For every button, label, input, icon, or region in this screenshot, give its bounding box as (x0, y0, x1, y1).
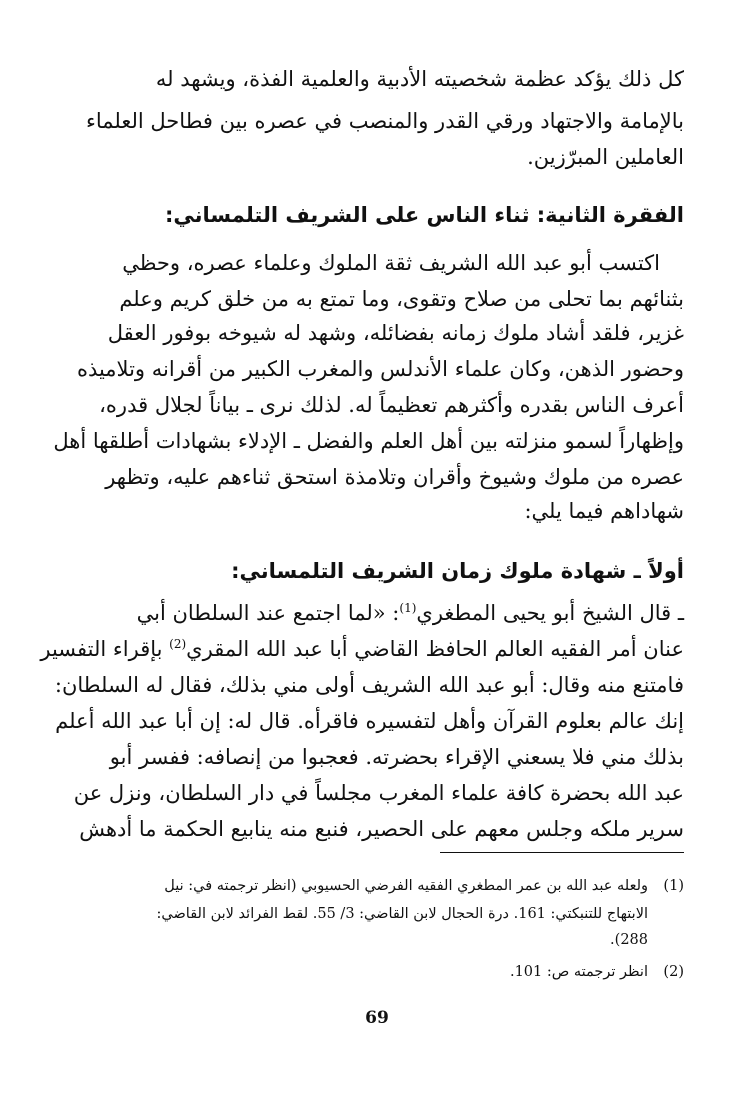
paragraph-line: إنك عالم بعلوم القرآن وأهل لتفسيره فاقرأه. قال له: إن أبا عبد الله أعلم (55, 709, 684, 733)
footnote-2 (72, 960, 684, 984)
paragraph-line: بثنائهم بما تحلى من صلاح وتقوى، وما تمتع به من خلق كريم وعلم (119, 287, 684, 311)
paragraph-line: العاملين المبرّزين. (527, 145, 684, 169)
paragraph-line: بذلك مني فلا يسعني الإقراء بحضرته. فعجبوا من إنصافه: ففسر أبو (109, 745, 684, 769)
quote-text: ـ قال الشيخ أبو يحيى المطغري (416, 601, 684, 625)
footnote-text: انظر ترجمته ص: 101. (509, 964, 648, 980)
paragraph-line: وإظهاراً لسمو منزلته بين أهل العلم والفضل ـ الإدلاء بشهادات أطلقها أهل (53, 429, 684, 453)
footnote-number: (1) (663, 878, 684, 894)
footnote-text: ولعله عبد الله بن عمر المطغري الفقيه الفرضي الحسيوبي (انظر ترجمته في: نيل (164, 878, 648, 894)
footnote-ref[interactable]: (1) (399, 601, 417, 615)
footnote-1 (72, 874, 684, 898)
footnote-divider (440, 852, 684, 853)
quote-text: : «لما اجتمع عند السلطان أبي (136, 601, 400, 625)
quote-line (40, 632, 684, 666)
page-number: 69 (365, 1008, 389, 1028)
footnote-1-cont: الابتهاج للتنبكتي: 161. درة الحجال لابن القاضي: 3/ 55. لقط الفرائد لابن القاضي: (156, 906, 648, 922)
subsection-heading: أولاً ـ شهادة ملوك زمان الشريف التلمساني: (231, 559, 684, 583)
paragraph-line: عصره من ملوك وشيوخ وأقران وتلامذة استحق ثناءهم عليه، وتظهر (105, 465, 684, 489)
quote-line (72, 596, 684, 630)
section-heading: الفقرة الثانية: ثناء الناس على الشريف التلمساني: (164, 203, 684, 227)
quote-text: بإقراء التفسير (40, 637, 170, 661)
paragraph-line: اكتسب أبو عبد الله الشريف ثقة الملوك وعلماء عصره، وحظي (122, 251, 660, 275)
paragraph-line: شهاداهم فيما يلي: (524, 499, 684, 523)
paragraph-line: سرير ملكه وجلس معهم على الحصير، فنبع منه ينابيع الحكمة ما أدهش (79, 817, 684, 841)
footnote-1-cont: 288). (610, 932, 648, 948)
quote-text: عنان أمر الفقيه العالم الحافظ القاضي أبا عبد الله المقري (186, 637, 684, 661)
paragraph-line: غزير، فلقد أشاد ملوك زمانه بفضائله، وشهد له شيوخه بوفور العقل (107, 321, 684, 345)
footnote-number: (2) (663, 964, 684, 980)
paragraph-line: وحضور الذهن، وكان علماء الأندلس والمغرب الكبير من أقرانه وتلاميذه (76, 357, 684, 381)
paragraph-line: عبد الله بحضرة كافة علماء المغرب مجلساً في دار السلطان، ونزل عن (73, 781, 684, 805)
paragraph-line: كل ذلك يؤكد عظمة شخصيته الأدبية والعلمية الفذة، ويشهد له (155, 67, 684, 91)
footnote-ref[interactable]: (2) (169, 637, 187, 651)
paragraph-line: أعرف الناس بقدره وأكثرهم تعظيماً له. لذلك نرى ـ بياناً لجلال قدره، (99, 393, 684, 417)
paragraph-line: بالإمامة والاجتهاد ورقي القدر والمنصب في عصره بين فطاحل العلماء (86, 109, 684, 133)
paragraph-line: فامتنع منه وقال: أبو عبد الله الشريف أولى مني بذلك، فقال له السلطان: (54, 673, 684, 697)
